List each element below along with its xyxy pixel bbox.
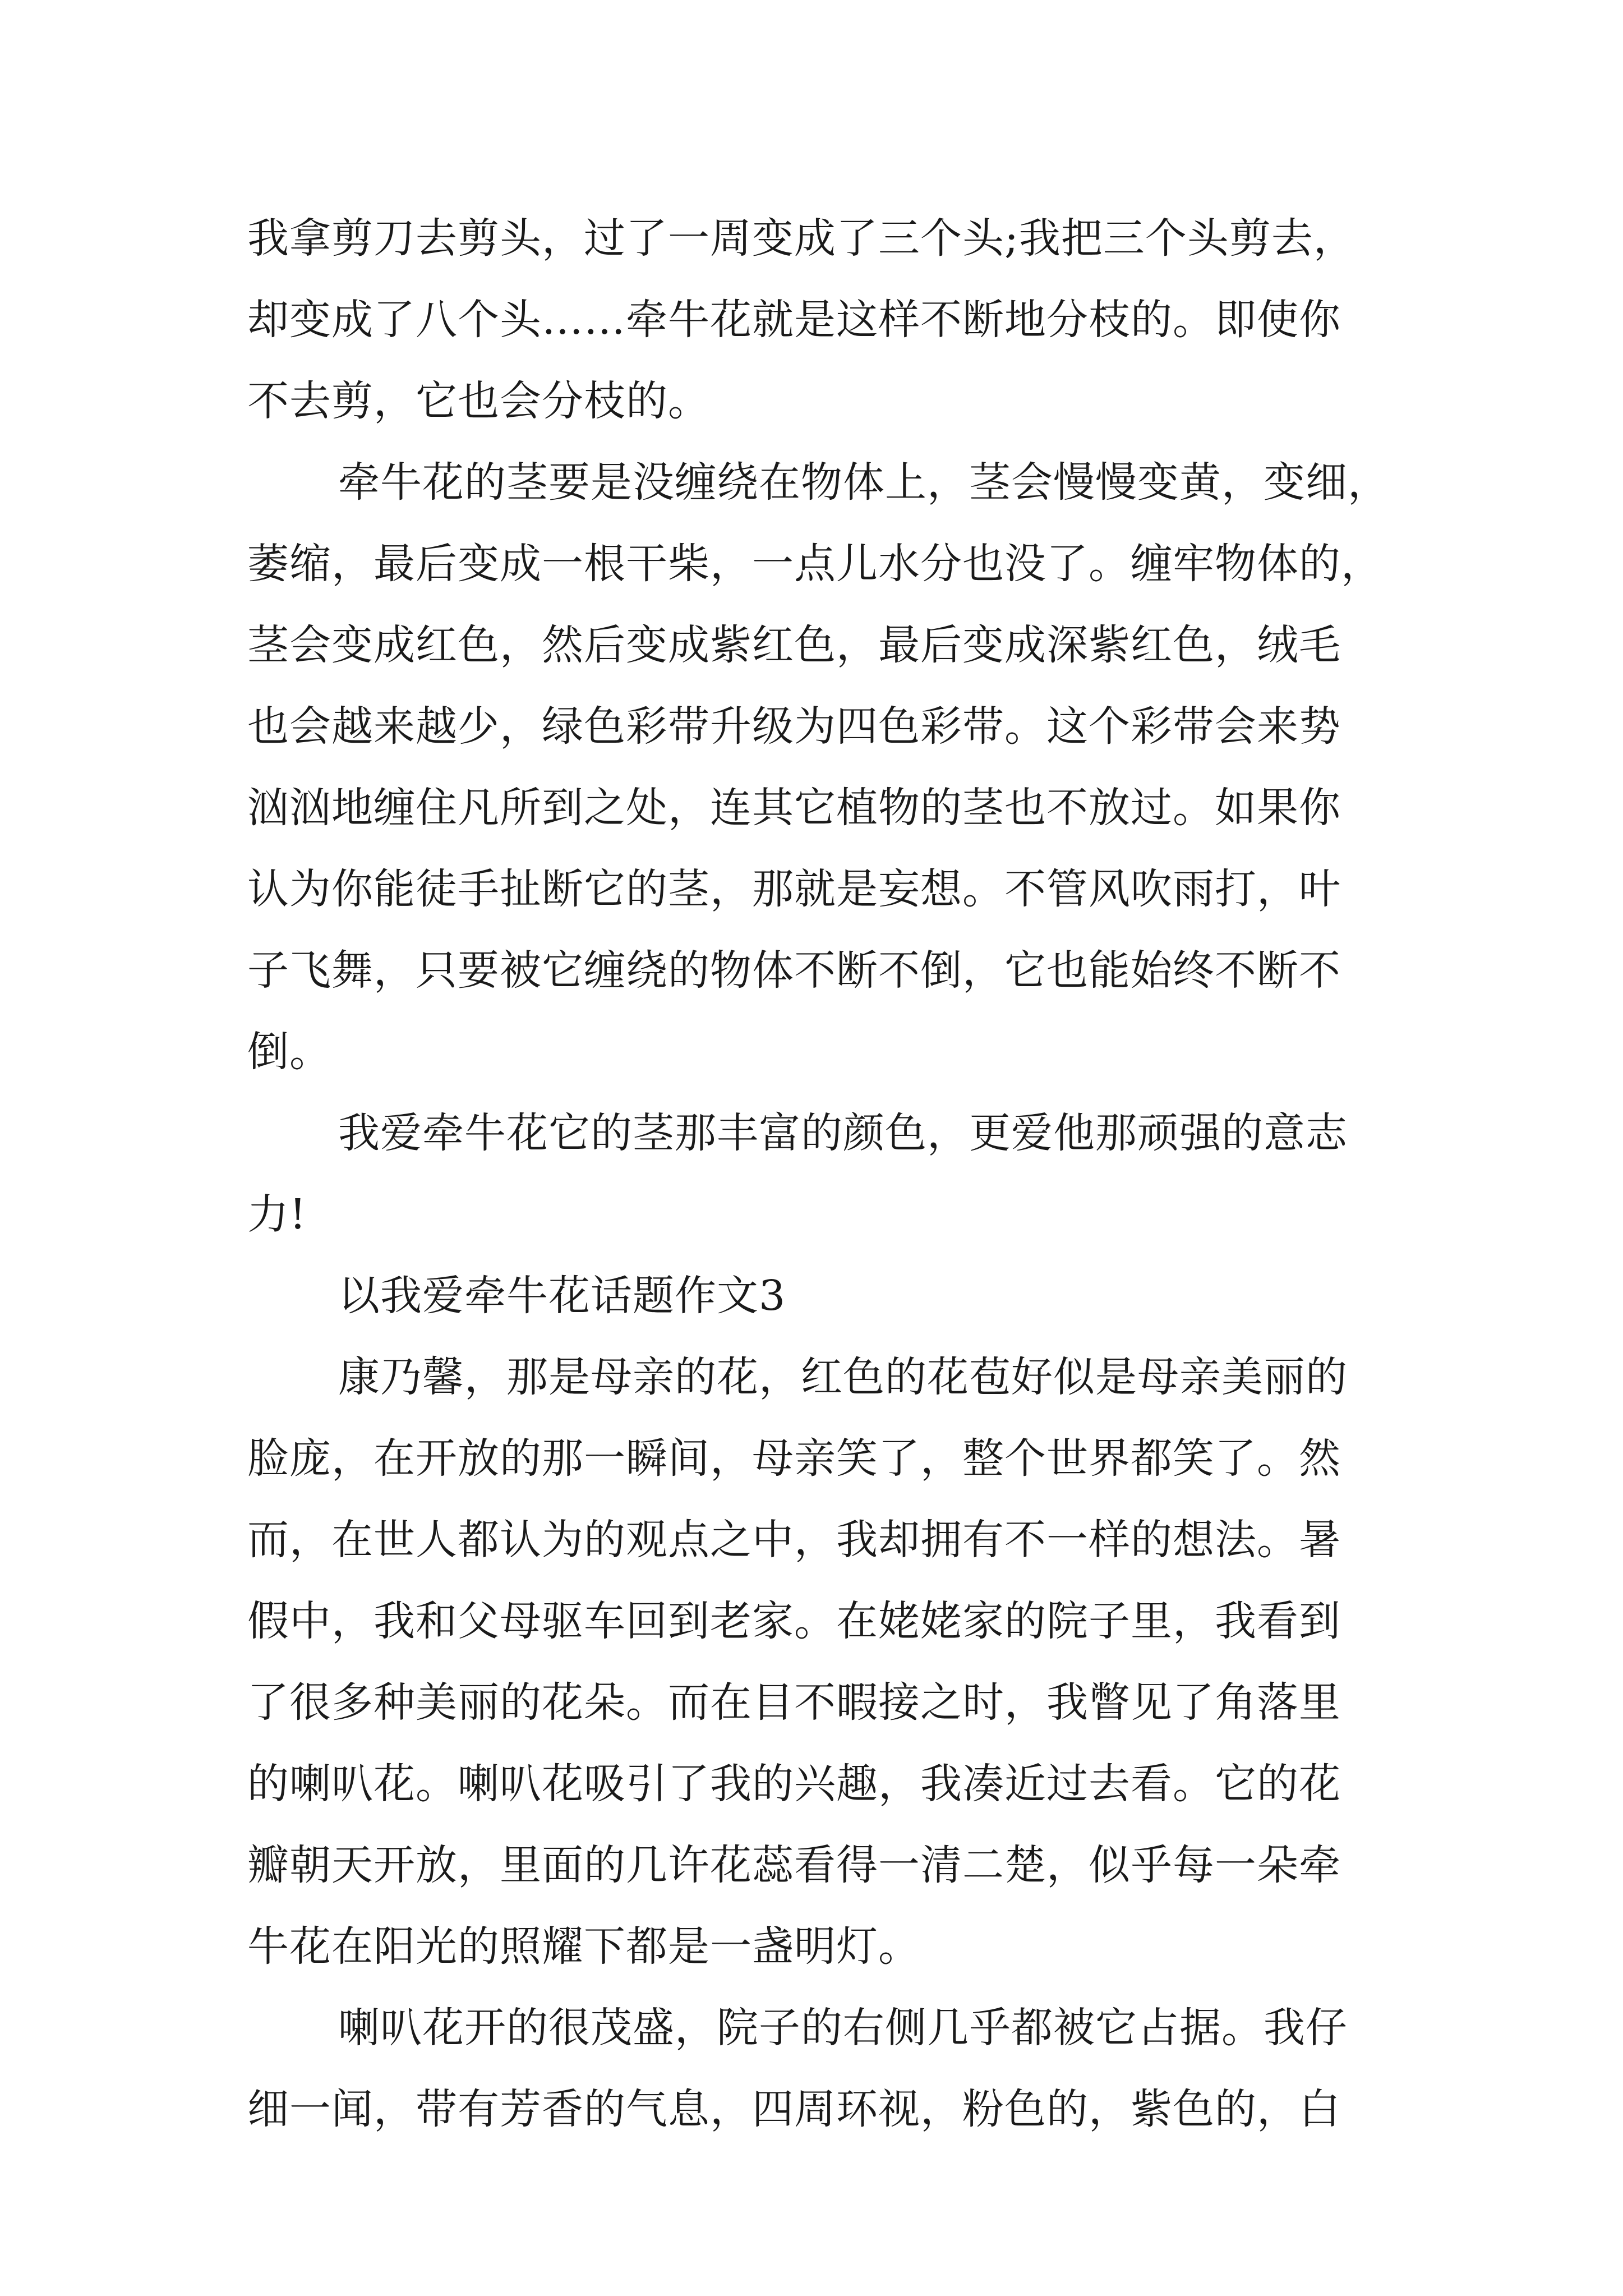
text-line: 而，在世人都认为的观点之中，我却拥有不一样的想法。暑: [247, 1516, 1341, 1564]
text-line: 认为你能徒手扯断它的茎，那就是妄想。不管风吹雨打，叶: [247, 865, 1341, 913]
paragraph-3: [247, 1093, 1391, 1255]
text-line: 却变成了八个头……牵牛花就是这样不断地分枝的。即使你: [247, 296, 1341, 344]
text-line: 假中，我和父母驱车回到老家。在姥姥家的院子里，我看到: [247, 1597, 1341, 1645]
text-line: 康乃馨，那是母亲的花，红色的花苞好似是母亲美丽的: [338, 1353, 1348, 1401]
paragraph-2: [247, 442, 1391, 1093]
document-body: [247, 198, 1391, 2150]
text-line: 了很多种美丽的花朵。而在目不暇接之时，我瞥见了角落里: [247, 1678, 1341, 1727]
text-line: 萎缩，最后变成一根干柴，一点儿水分也没了。缠牢物体的，: [247, 540, 1383, 588]
text-line: 我爱牵牛花它的茎那丰富的颜色，更爱他那顽强的意志: [338, 1109, 1348, 1157]
text-line: 脸庞，在开放的那一瞬间，母亲笑了，整个世界都笑了。然: [247, 1434, 1341, 1483]
heading-line: 以我爱牵牛花话题作文3: [338, 1272, 786, 1320]
text-line: 喇叭花开的很茂盛，院子的右侧几乎都被它占据。我仔: [338, 2004, 1348, 2052]
text-line: 力!: [247, 1190, 307, 1239]
text-line: 也会越来越少，绿色彩带升级为四色彩带。这个彩带会来势: [247, 702, 1341, 751]
text-line: 不去剪，它也会分枝的。: [247, 377, 710, 425]
text-line: 子飞舞，只要被它缠绕的物体不断不倒，它也能始终不断不: [247, 946, 1341, 995]
paragraph-4: [247, 1337, 1391, 1987]
text-line: 我拿剪刀去剪头，过了一周变成了三个头;我把三个头剪去，: [247, 214, 1355, 263]
text-line: 牛花在阳光的照耀下都是一盏明灯。: [247, 1922, 920, 1971]
paragraph-1: [247, 198, 1391, 442]
text-line: 牵牛花的茎要是没缠绕在物体上，茎会慢慢变黄，变细，: [338, 458, 1390, 507]
text-line: 的喇叭花。喇叭花吸引了我的兴趣，我凑近过去看。它的花: [247, 1760, 1341, 1808]
text-line: 倒。: [247, 1028, 331, 1076]
text-line: 茎会变成红色，然后变成紫红色，最后变成深紫红色，绒毛: [247, 621, 1341, 669]
paragraph-5: [247, 1987, 1391, 2150]
text-line: 瓣朝天开放，里面的几许花蕊看得一清二楚，似乎每一朵牵: [247, 1841, 1341, 1889]
text-line: 细一闻，带有芳香的气息，四周环视，粉色的，紫色的，白: [247, 2085, 1341, 2133]
text-line: 汹汹地缠住凡所到之处，连其它植物的茎也不放过。如果你: [247, 784, 1341, 832]
section-heading: [247, 1255, 1391, 1337]
